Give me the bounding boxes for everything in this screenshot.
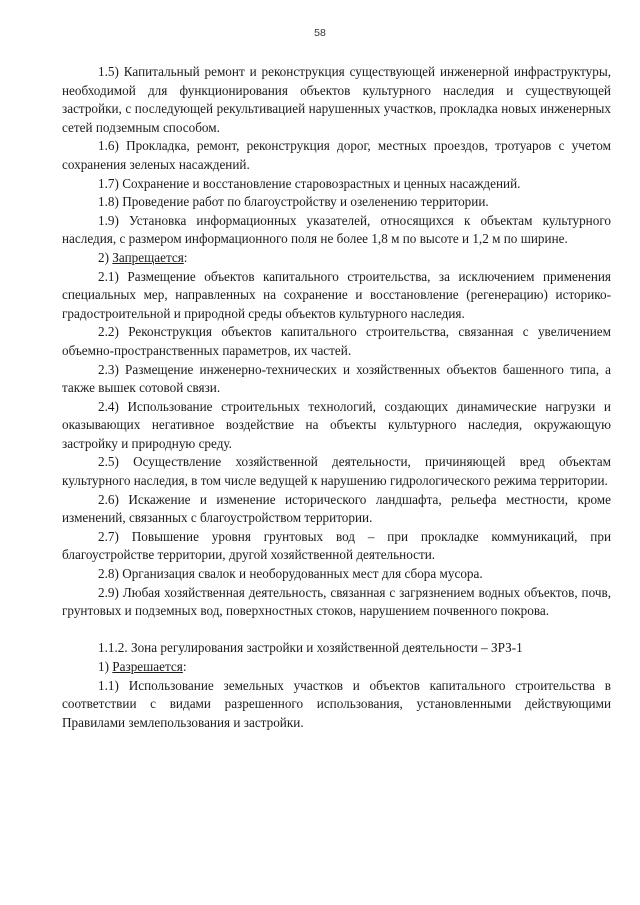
section-heading-allowed: 1) Разрешается: bbox=[98, 659, 187, 674]
list-item: 1.8) Проведение работ по благоустройству и озеленению территории. bbox=[98, 194, 489, 210]
list-item: 1.9) Установка информационных указателей, относящихся к объектам культурного наследия, с размером информационного поля не более 1,8 м по высоте и 1,2 м по ширине. bbox=[62, 212, 611, 247]
list-item: 2.5) Осуществление хозяйственной деятельности, причиняющей вред объектам культурного наследия, в том числе ведущей к нарушению гидрологического режима территории. bbox=[62, 454, 611, 489]
list-item: 2.4) Использование строительных технологий, создающих динамические нагрузки и оказывающих негативное воздействие на объекты культурного наследия, окружающую застройку и природную среду. bbox=[62, 398, 611, 451]
list-item: 1.5) Капитальный ремонт и реконструкция существующей инженерной инфраструктуры, необходимой для функционирования объектов культурного наследия и существующей застройки, с последующей рекультивацией нарушенных участков, прокладка новых инженерных сетей подземным способом. bbox=[62, 64, 612, 135]
list-item: 1.7) Сохранение и восстановление старовозрастных и ценных насаждений. bbox=[98, 175, 521, 191]
list-item: 2.6) Искажение и изменение исторического ландшафта, рельефа местности, кроме изменений, связанных с благоустройством территории. bbox=[62, 491, 611, 526]
list-item: 2.9) Любая хозяйственная деятельность, связанная с загрязнением водных объектов, почв, грунтовых и подземных вод, поверхностных стоков, нарушением почвенного покрова. bbox=[62, 584, 611, 619]
list-item: 1.1) Использование земельных участков и объектов капитального строительства в соответствии с видами разрешенного использования, установленными действующими Правилами землепользования и застройки. bbox=[62, 677, 611, 730]
list-item: 2.1) Размещение объектов капитального строительства, за исключением применения специальных мер, направленных на сохранение и восстановление (регенерацию) историко-градостроительной и природной среды объектов культурного наследия. bbox=[62, 268, 611, 321]
list-item: 2.3) Размещение инженерно-технических и хозяйственных объектов башенного типа, а также вышек сотовой связи. bbox=[62, 361, 611, 396]
list-item: 2.8) Организация свалок и необорудованных мест для сбора мусора. bbox=[98, 566, 483, 582]
list-item: 1.6) Прокладка, ремонт, реконструкция дорог, местных проездов, тротуаров с учетом сохранения зеленых насаждений. bbox=[62, 138, 611, 172]
paragraph-gap bbox=[62, 621, 611, 640]
list-item: 2.2) Реконструкция объектов капитального строительства, связанная с увеличением объемно-пространственных параметров, их частей. bbox=[62, 324, 611, 358]
list-item: 2.7) Повышение уровня грунтовых вод – при прокладке коммуникаций, при благоустройстве территории, другой хозяйственной деятельности. bbox=[62, 528, 612, 563]
page-number: 58 bbox=[314, 27, 326, 39]
section-heading-prohibited: 2) Запрещается: bbox=[98, 249, 188, 265]
document-body bbox=[62, 63, 611, 732]
zone-heading: 1.1.2. Зона регулирования застройки и хозяйственной деятельности – ЗРЗ-1 bbox=[98, 640, 523, 656]
